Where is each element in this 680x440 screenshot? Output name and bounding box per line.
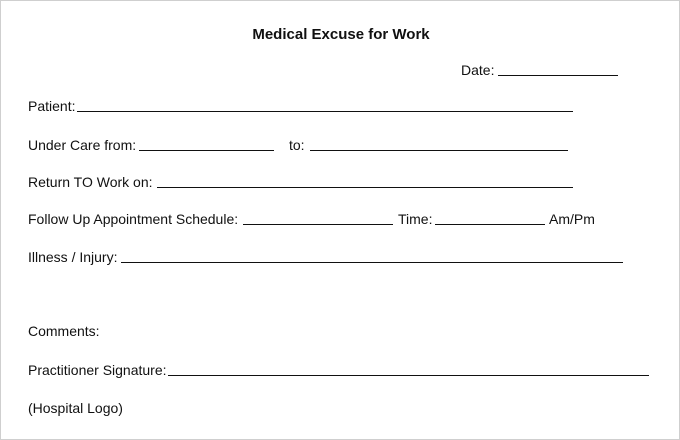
date-label: Date: — [461, 62, 495, 78]
form-title: Medical Excuse for Work — [252, 26, 430, 43]
illness-injury-label: Illness / Injury: — [28, 249, 118, 265]
under-care-from-field[interactable] — [139, 150, 274, 151]
time-field[interactable] — [435, 224, 545, 225]
under-care-from-label: Under Care from: — [28, 137, 137, 153]
date-field[interactable] — [498, 75, 618, 76]
comments-label: Comments: — [28, 323, 100, 339]
patient-label: Patient: — [28, 98, 76, 114]
to-label: to: — [289, 137, 305, 153]
follow-up-label: Follow Up Appointment Schedule: — [28, 211, 239, 227]
illness-injury-field[interactable] — [121, 262, 623, 263]
time-label: Time: — [398, 211, 433, 227]
signature-label: Practitioner Signature: — [28, 362, 167, 378]
return-to-work-field[interactable] — [157, 187, 573, 188]
hospital-logo-placeholder: (Hospital Logo) — [28, 400, 123, 416]
under-care-to-field[interactable] — [310, 150, 568, 151]
follow-up-date-field[interactable] — [243, 224, 393, 225]
signature-field[interactable] — [168, 375, 649, 376]
patient-field[interactable] — [77, 111, 573, 112]
return-to-work-label: Return TO Work on: — [28, 174, 153, 190]
ampm-label: Am/Pm — [549, 211, 595, 227]
